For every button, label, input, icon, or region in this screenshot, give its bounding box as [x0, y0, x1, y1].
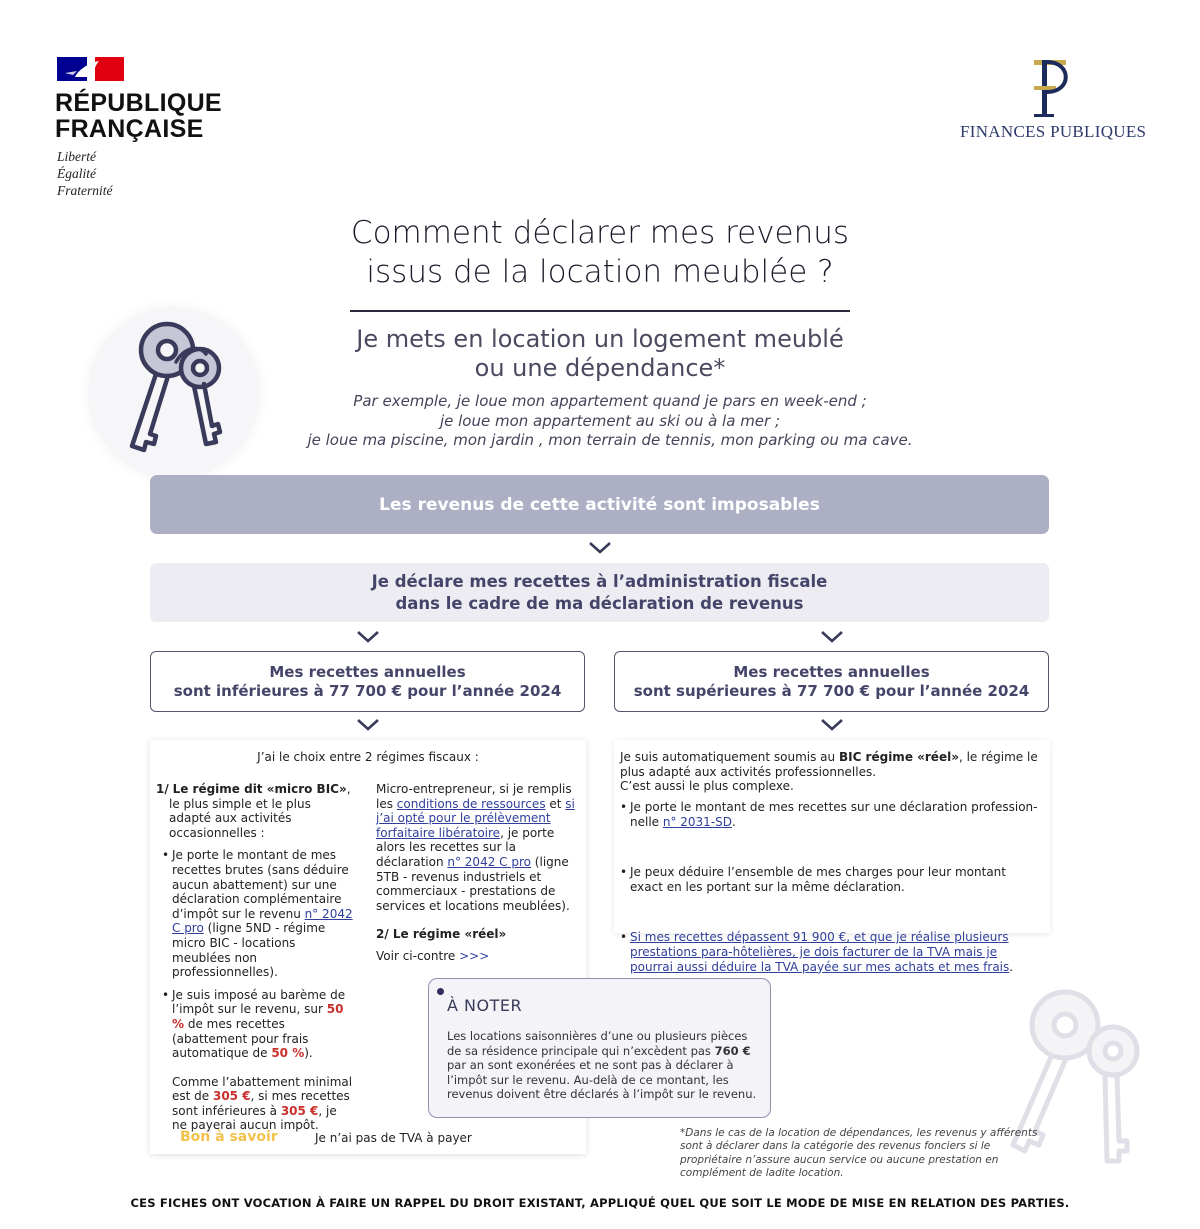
- micro-entrepreneur-text: Micro-entrepreneur, si je remplis les conditions de ressources et si j’ai opté pour le prélèvement forfaitaire libératoire, je porte alors les recettes sur la déclaration n° 2042 C pro (ligne 5TB - revenus industriels et commerciaux - prestations de services et locations meublées).: [376, 782, 575, 913]
- real-regime-intro: Je suis automatiquement soumis au BIC régime «réel», le régime le plus adapté aux activités professionnelles. C’est aussi le plus complexe.: [620, 750, 1038, 794]
- see-opposite: Voir ci-contre >>>: [376, 949, 490, 963]
- two-regimes-heading: J’ai le choix entre 2 régimes fiscaux :: [257, 750, 479, 764]
- finances-publiques-name: FINANCES PUBLIQUES: [960, 122, 1147, 141]
- micro-bic-regime: 1/ Le régime dit «micro BIC», le plus simple et le plus adapté aux activités occasionnelles : • Je porte le montant de mes recettes brutes (sans déduire aucun abattement) sur une déclaration complémentaire d’impôt sur le revenu n° 2042 C pro (ligne 5ND - régime micro BIC - locations meublées non professionnelles). • Je suis imposé au barème de l’impôt sur le revenu, sur 50 % de mes recettes (abattement pour frais automatique de 50 %). Comme l’abattement minimal est de 305 €, si mes recettes sont inférieures à 305 €, je ne payerai aucun impôt.: [156, 782, 354, 1133]
- list-item: • Si mes recettes dépassent 91 900 €, et que je réalise plusieurs prestations para-hôtelières, je dois facturer de la TVA mais je pourrai aussi déduire la TVA payée sur mes achats et mes frais.: [620, 930, 1042, 974]
- chevron-down-icon: [356, 718, 380, 732]
- real-regime-label: 2/ Le régime «réel»: [376, 927, 507, 941]
- note-text: Les locations saisonnières d’une ou plusieurs pièces de sa résidence principale qui n’excèdent pas 760 € par an sont exonérées et ne sont pas à déclarer à l’impôt sur le revenu. Au-delà de ce montant, les revenus doivent être déclarés à l’impôt sur le revenu.: [447, 1029, 757, 1101]
- republic-motto: Liberté Égalité Fraternité: [57, 149, 113, 198]
- form-2031-sd-link[interactable]: n° 2031-SD: [662, 814, 733, 829]
- form-2042-c-pro-link[interactable]: n° 2042 C pro: [172, 906, 353, 936]
- minimum-allowance-note: Comme l’abattement minimal est de 305 €, si mes recettes sont inférieures à 305 €, je ne payerai aucun impôt.: [172, 1074, 353, 1133]
- list-item: • Je porte le montant de mes recettes brutes (sans déduire aucun abattement) sur une déclaration complémentaire d’impôt sur le revenu n° 2042 C pro (ligne 5ND - régime micro BIC - locations meublées non professionnelles).: [162, 848, 354, 979]
- keys-icon: [110, 318, 240, 458]
- list-item: • Je peux déduire l’ensemble de mes charges pour leur montant exact en les portant sur la même déclaration.: [620, 865, 1040, 894]
- list-item: • Je suis imposé au barème de l’impôt sur le revenu, sur 50 % de mes recettes (abattement pour frais automatique de 50 %).: [162, 988, 354, 1061]
- vat-para-hotel-link[interactable]: Si mes recettes dépassent 91 900 €, et que je réalise plusieurs prestations para-hôtelières, je dois facturer de la TVA mais je pourrai aussi déduire la TVA payée sur mes achats et mes frais: [630, 930, 1010, 974]
- finances-publiques-logo: [1020, 56, 1076, 120]
- title-divider: [350, 310, 850, 312]
- republique-francaise-name: RÉPUBLIQUE FRANÇAISE: [55, 89, 222, 143]
- legal-disclaimer: CES FICHES ONT VOCATION À FAIRE UN RAPPEL DU DROIT EXISTANT, APPLIQUÉ QUEL QUE SOIT LE MODE DE MISE EN RELATION DES PARTIES.: [130, 1196, 1070, 1210]
- page-title: Comment déclarer mes revenus issus de la location meublée ?: [350, 215, 850, 290]
- good-to-know-label: Bon à savoir: [180, 1129, 278, 1145]
- chevron-down-icon: [356, 630, 380, 644]
- taxable-income-banner: Les revenus de cette activité sont imposables: [150, 475, 1049, 534]
- form-2042-c-pro-link[interactable]: n° 2042 C pro: [447, 854, 531, 869]
- marianne-flag-logo: [57, 57, 124, 81]
- footnote: *Dans le cas de la location de dépendances, les revenus y afférents sont à déclarer dans la catégorie des revenus fonciers si le propriétaire n’assure aucun service ou aucune prestation en complément de ladite location.: [680, 1127, 1038, 1180]
- chevron-down-icon: [820, 718, 844, 732]
- chevron-down-icon: [588, 541, 612, 555]
- bullet-dot-icon: [437, 988, 444, 995]
- flat-tax-option-link[interactable]: si j’ai opté pour le prélèvement forfaitaire libératoire: [376, 796, 575, 840]
- resource-conditions-link[interactable]: conditions de ressources: [396, 796, 546, 811]
- section-subtitle: Je mets en location un logement meublé ou une dépendance*: [356, 325, 844, 382]
- declare-receipts-banner: Je déclare mes recettes à l’administration fiscale dans le cadre de ma déclaration de revenus: [150, 563, 1049, 622]
- list-item: • Je porte le montant de mes recettes sur une déclaration profession-nelle n° 2031-SD.: [620, 800, 1040, 829]
- receipts-above-threshold-box: Mes recettes annuelles sont supérieures à 77 700 € pour l’année 2024: [614, 651, 1049, 712]
- note-title: À NOTER: [447, 996, 523, 1015]
- chevron-down-icon: [820, 630, 844, 644]
- receipts-below-threshold-box: Mes recettes annuelles sont inférieures à 77 700 € pour l’année 2024: [150, 651, 585, 712]
- rental-examples: Par exemple, je loue mon appartement quand je pars en week-end ; je loue mon appartement au ski ou à la mer ; je loue ma piscine, mon jardin , mon terrain de tennis, mon parking ou ma cave.: [307, 392, 913, 449]
- good-to-know-text: Je n’ai pas de TVA à payer: [315, 1131, 472, 1145]
